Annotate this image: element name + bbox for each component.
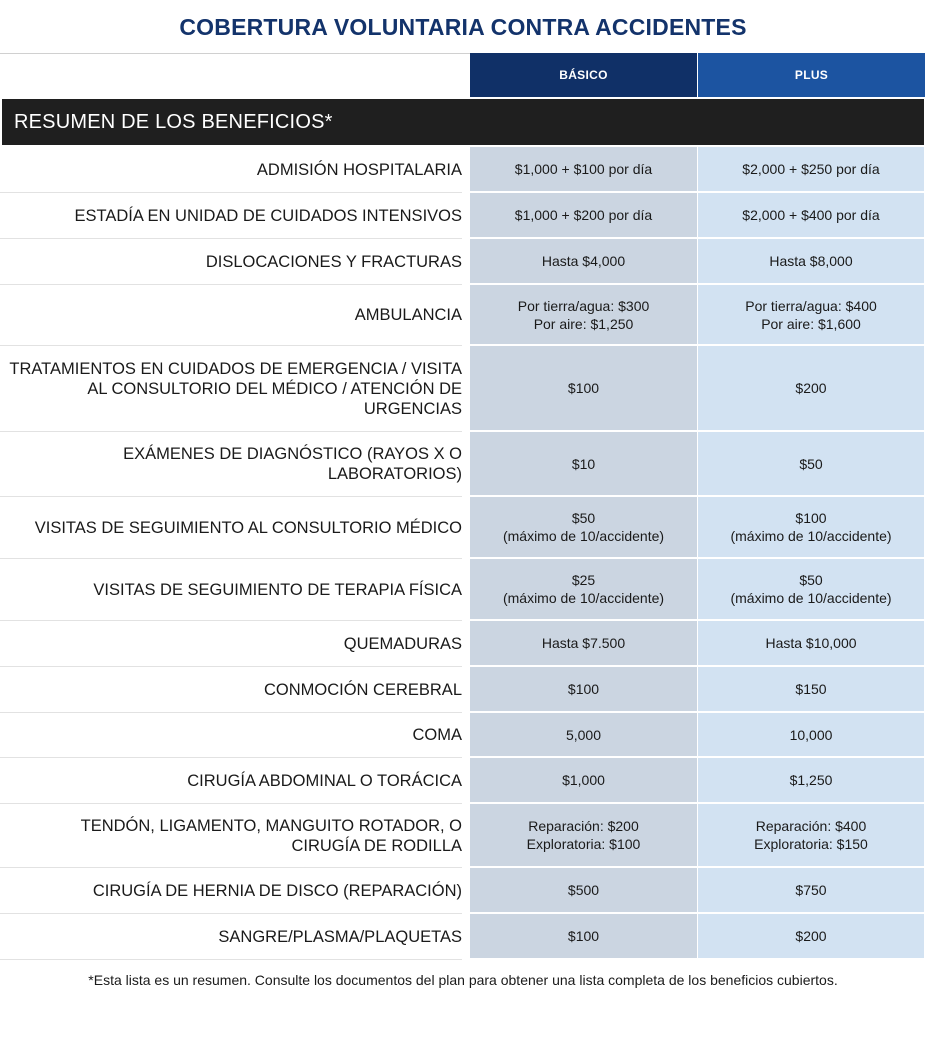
- plus-value: $100 (máximo de 10/accidente): [698, 497, 924, 557]
- basic-value: $1,000 + $100 por día: [470, 147, 697, 191]
- footnote: *Esta lista es un resumen. Consulte los documentos del plan para obtener una lista completa de los beneficios cubiertos.: [88, 972, 838, 988]
- basic-value: Hasta $7.500: [470, 621, 697, 665]
- benefit-label: VISITAS DE SEGUIMIENTO AL CONSULTORIO MÉDICO: [0, 497, 462, 559]
- table-row: [0, 914, 926, 960]
- table-row: [0, 713, 926, 758]
- benefit-label: ADMISIÓN HOSPITALARIA: [0, 147, 462, 193]
- plus-value: Reparación: $400 Exploratoria: $150: [698, 804, 924, 866]
- table-row: [0, 432, 926, 497]
- basic-value: $1,000 + $200 por día: [470, 193, 697, 237]
- basic-value: $100: [470, 914, 697, 958]
- benefit-label: AMBULANCIA: [0, 285, 462, 346]
- table-row: [0, 559, 926, 621]
- benefit-label: EXÁMENES DE DIAGNÓSTICO (RAYOS X O LABORATORIOS): [0, 432, 462, 497]
- plan-header-basic: BÁSICO: [470, 53, 697, 97]
- plus-value: $1,250: [698, 758, 924, 802]
- table-row: [0, 497, 926, 559]
- benefit-label: CIRUGÍA DE HERNIA DE DISCO (REPARACIÓN): [0, 868, 462, 914]
- basic-value: $25 (máximo de 10/accidente): [470, 559, 697, 619]
- basic-value: $100: [470, 667, 697, 711]
- plan-header-plus: PLUS: [698, 53, 925, 97]
- plus-value: $2,000 + $400 por día: [698, 193, 924, 237]
- plus-value: $200: [698, 346, 924, 430]
- plus-value: Por tierra/agua: $400 Por aire: $1,600: [698, 285, 924, 344]
- plus-value: Hasta $8,000: [698, 239, 924, 283]
- benefit-label: ESTADÍA EN UNIDAD DE CUIDADOS INTENSIVOS: [0, 193, 462, 239]
- table-row: [0, 868, 926, 914]
- basic-value: $500: [470, 868, 697, 912]
- table-row: [0, 346, 926, 432]
- table-row: [0, 667, 926, 713]
- basic-value: $100: [470, 346, 697, 430]
- basic-value: 5,000: [470, 713, 697, 756]
- benefit-label: TRATAMIENTOS EN CUIDADOS DE EMERGENCIA / VISITA AL CONSULTORIO DEL MÉDICO / ATENCIÓN DE URGENCIAS: [0, 346, 462, 432]
- basic-value: $10: [470, 432, 697, 495]
- table-row: [0, 804, 926, 868]
- table-row: [0, 193, 926, 239]
- table-row: [0, 758, 926, 804]
- plus-value: $2,000 + $250 por día: [698, 147, 924, 191]
- plus-value: $200: [698, 914, 924, 958]
- table-row: [0, 239, 926, 285]
- table-row: [0, 147, 926, 193]
- plus-value: Hasta $10,000: [698, 621, 924, 665]
- table-row: [0, 285, 926, 346]
- basic-value: Reparación: $200 Exploratoria: $100: [470, 804, 697, 866]
- page-title: COBERTURA VOLUNTARIA CONTRA ACCIDENTES: [179, 14, 747, 40]
- plus-value: $150: [698, 667, 924, 711]
- table-row: [0, 621, 926, 667]
- benefit-label: VISITAS DE SEGUIMIENTO DE TERAPIA FÍSICA: [0, 559, 462, 621]
- benefit-label: QUEMADURAS: [0, 621, 462, 667]
- plus-value: $50 (máximo de 10/accidente): [698, 559, 924, 619]
- basic-value: Por tierra/agua: $300 Por aire: $1,250: [470, 285, 697, 344]
- plus-value: $50: [698, 432, 924, 495]
- benefit-label: SANGRE/PLASMA/PLAQUETAS: [0, 914, 462, 960]
- basic-value: $50 (máximo de 10/accidente): [470, 497, 697, 557]
- plus-value: 10,000: [698, 713, 924, 756]
- basic-value: $1,000: [470, 758, 697, 802]
- benefit-label: TENDÓN, LIGAMENTO, MANGUITO ROTADOR, O CIRUGÍA DE RODILLA: [0, 804, 462, 868]
- basic-value: Hasta $4,000: [470, 239, 697, 283]
- plus-value: $750: [698, 868, 924, 912]
- header-divider: [0, 53, 470, 54]
- benefit-label: CIRUGÍA ABDOMINAL O TORÁCICA: [0, 758, 462, 804]
- section-title-bar: RESUMEN DE LOS BENEFICIOS*: [2, 99, 924, 145]
- benefit-label: CONMOCIÓN CEREBRAL: [0, 667, 462, 713]
- benefit-label: DISLOCACIONES Y FRACTURAS: [0, 239, 462, 285]
- benefit-label: COMA: [0, 713, 462, 758]
